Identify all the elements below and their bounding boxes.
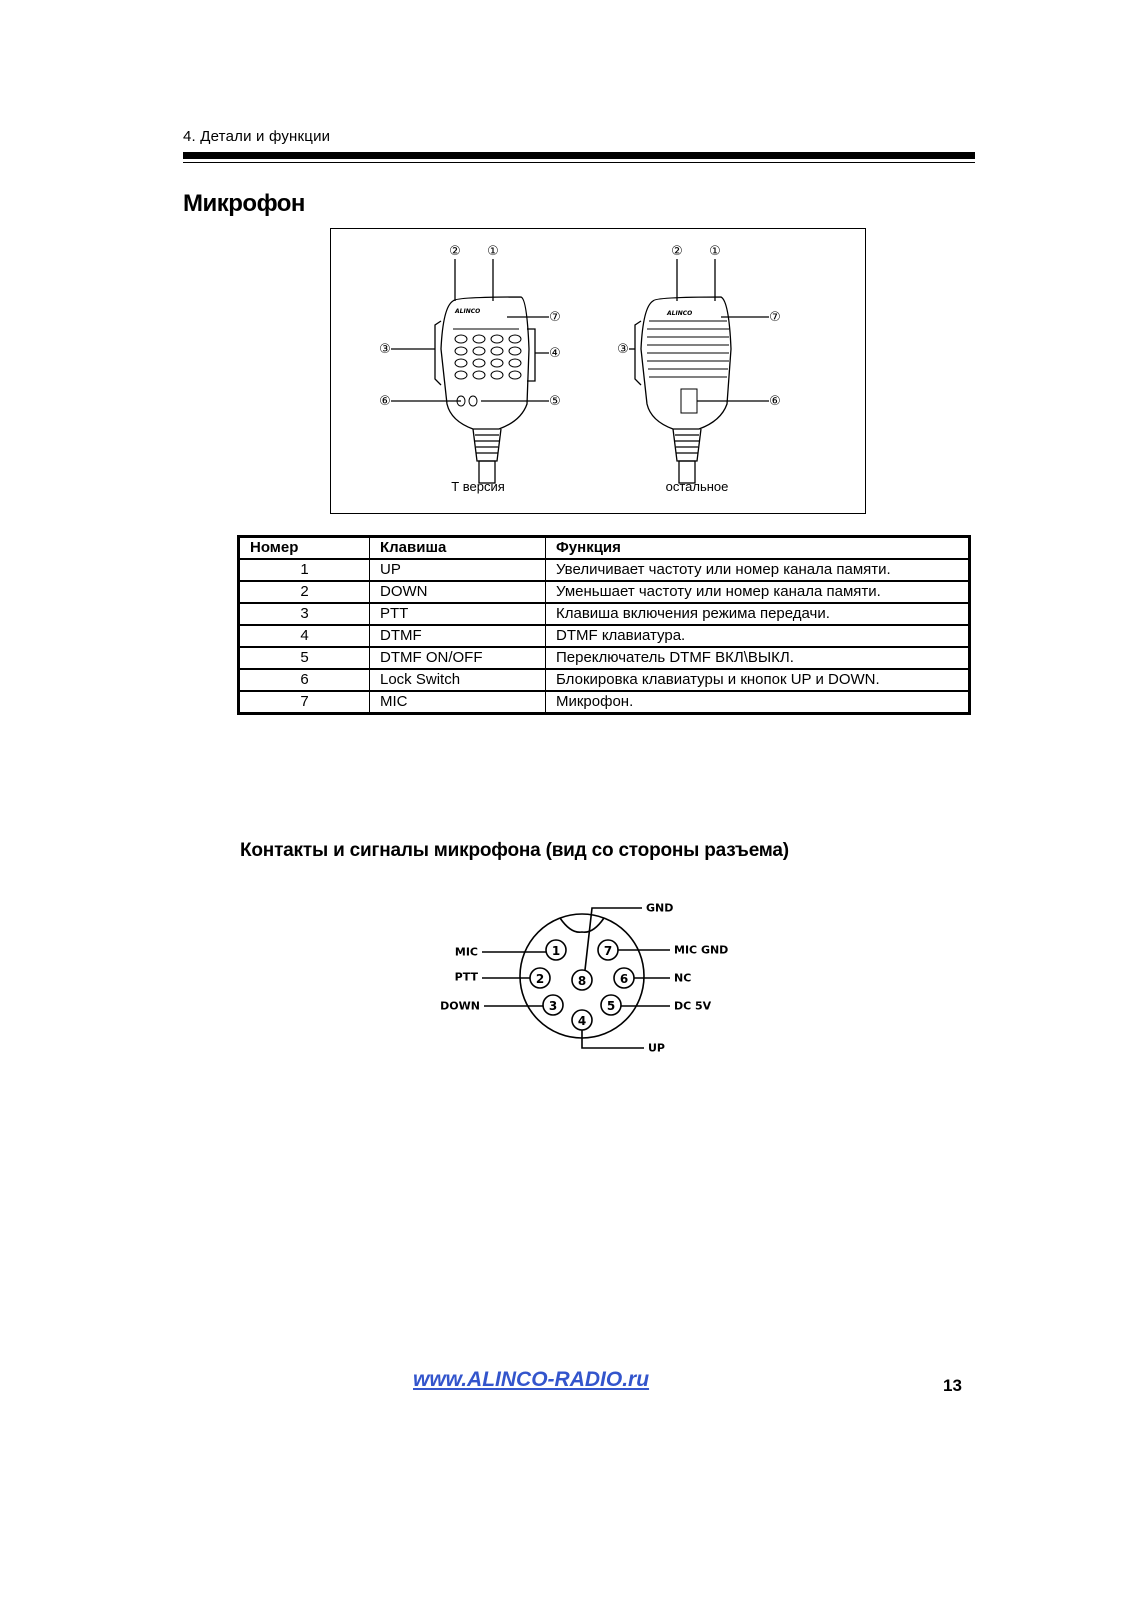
row-number: 2 bbox=[239, 581, 370, 603]
row-number: 4 bbox=[239, 625, 370, 647]
callout-3-right: ③ bbox=[617, 342, 629, 357]
row-function: Переключатель DTMF ВКЛ\ВЫКЛ. bbox=[546, 647, 970, 669]
callout-2-right: ② bbox=[671, 244, 683, 259]
key-function-table bbox=[237, 535, 971, 715]
callout-1-right: ① bbox=[709, 244, 721, 259]
row-number: 7 bbox=[239, 691, 370, 714]
row-key: MIC bbox=[370, 691, 546, 714]
pin-5: 5 bbox=[606, 999, 616, 1013]
table-row bbox=[239, 625, 970, 647]
connector-pinout-diagram bbox=[430, 898, 760, 1083]
callout-6-right: ⑥ bbox=[769, 394, 781, 409]
pin-8: 8 bbox=[577, 974, 587, 988]
callout-4-left: ④ bbox=[549, 346, 561, 361]
header-function: Функция bbox=[546, 537, 970, 560]
row-function: DTMF клавиатура. bbox=[546, 625, 970, 647]
label-nc: NC bbox=[674, 971, 692, 985]
row-number: 6 bbox=[239, 669, 370, 691]
table-row bbox=[239, 647, 970, 669]
connector-title: Контакты и сигналы микрофона (вид со стороны разъема) bbox=[240, 840, 789, 861]
row-function: Уменьшает частоту или номер канала памяти. bbox=[546, 581, 970, 603]
table-row bbox=[239, 603, 970, 625]
row-number: 3 bbox=[239, 603, 370, 625]
label-ptt: PTT bbox=[454, 970, 478, 984]
caption-others: остальное bbox=[665, 479, 729, 494]
pin-6: 6 bbox=[619, 972, 629, 986]
header-number: Номер bbox=[239, 537, 370, 560]
callout-2-left: ② bbox=[449, 244, 461, 259]
row-number: 5 bbox=[239, 647, 370, 669]
row-number: 1 bbox=[239, 559, 370, 581]
label-gnd: GND bbox=[646, 901, 674, 915]
row-key: PTT bbox=[370, 603, 546, 625]
pin-2: 2 bbox=[535, 972, 545, 986]
pin-7: 7 bbox=[603, 944, 613, 958]
row-key: DTMF ON/OFF bbox=[370, 647, 546, 669]
label-dc5v: DC 5V bbox=[674, 999, 712, 1013]
caption-t-version: Т версия bbox=[451, 479, 505, 494]
row-function: Микрофон. bbox=[546, 691, 970, 714]
pin-4: 4 bbox=[577, 1014, 587, 1028]
table-row bbox=[239, 691, 970, 714]
table-row bbox=[239, 581, 970, 603]
callout-7-right: ⑦ bbox=[769, 310, 781, 325]
header-rule-thin bbox=[183, 162, 975, 163]
callout-3-left: ③ bbox=[379, 342, 391, 357]
label-mic-gnd: MIC GND bbox=[674, 943, 729, 957]
pin-1: 1 bbox=[551, 944, 561, 958]
connector-svg bbox=[430, 898, 760, 1078]
page-title: Микрофон bbox=[183, 190, 305, 217]
brand-logo-right: ALINCO bbox=[667, 310, 693, 317]
row-function: Блокировка клавиатуры и кнопок UP и DOWN. bbox=[546, 669, 970, 691]
website-link[interactable]: www.ALINCO-RADIO.ru bbox=[413, 1368, 650, 1391]
table-row bbox=[239, 559, 970, 581]
brand-logo-left: ALINCO bbox=[455, 308, 481, 315]
row-key: DOWN bbox=[370, 581, 546, 603]
microphone-figure bbox=[330, 228, 866, 514]
header-rule bbox=[183, 152, 975, 159]
row-function: Клавиша включения режима передачи. bbox=[546, 603, 970, 625]
table-header-row bbox=[239, 537, 970, 560]
label-up: UP bbox=[648, 1041, 665, 1055]
label-mic: MIC bbox=[454, 945, 478, 959]
callout-7-left: ⑦ bbox=[549, 310, 561, 325]
pin-3: 3 bbox=[548, 999, 558, 1013]
row-key: UP bbox=[370, 559, 546, 581]
row-key: DTMF bbox=[370, 625, 546, 647]
microphone-illustration bbox=[331, 229, 867, 515]
section-header: 4. Детали и функции bbox=[183, 128, 331, 145]
table-row bbox=[239, 669, 970, 691]
callout-5-left: ⑤ bbox=[549, 394, 561, 409]
page-number: 13 bbox=[943, 1376, 962, 1395]
label-down: DOWN bbox=[440, 999, 480, 1013]
row-function: Увеличивает частоту или номер канала памяти. bbox=[546, 559, 970, 581]
header-key: Клавиша bbox=[370, 537, 546, 560]
callout-1-left: ① bbox=[487, 244, 499, 259]
row-key: Lock Switch bbox=[370, 669, 546, 691]
callout-6-left: ⑥ bbox=[379, 394, 391, 409]
